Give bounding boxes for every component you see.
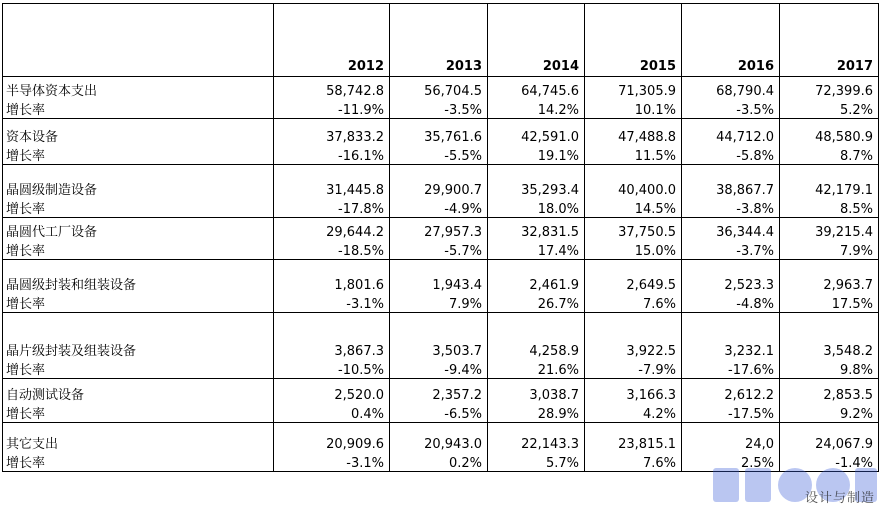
growth-rate-cell: 14.2% xyxy=(488,99,585,119)
value-cell: 58,742.8 xyxy=(274,77,390,99)
value-cell: 2,357.2 xyxy=(390,379,488,403)
value-cell: 3,548.2 xyxy=(780,313,879,359)
value-cell: 2,612.2 xyxy=(682,379,780,403)
header-row xyxy=(3,4,879,77)
year-header: 2017 xyxy=(780,4,879,77)
value-cell: 2,853.5 xyxy=(780,379,879,403)
growth-rate-row xyxy=(3,452,879,472)
data-row xyxy=(3,313,879,359)
value-cell: 3,922.5 xyxy=(585,313,682,359)
growth-rate-cell: -4.9% xyxy=(390,198,488,218)
data-row xyxy=(3,218,879,240)
growth-rate-cell: -5.7% xyxy=(390,240,488,260)
value-cell: 2,649.5 xyxy=(585,260,682,293)
value-cell: 31,445.8 xyxy=(274,165,390,198)
growth-rate-cell: 19.1% xyxy=(488,145,585,165)
growth-rate-cell: -3.5% xyxy=(390,99,488,119)
value-cell: 72,399.6 xyxy=(780,77,879,99)
growth-rate-label: 增长率 xyxy=(3,359,274,379)
value-cell: 37,833.2 xyxy=(274,119,390,145)
data-row xyxy=(3,77,879,99)
value-cell: 27,957.3 xyxy=(390,218,488,240)
growth-rate-cell: 9.2% xyxy=(780,403,879,423)
growth-rate-row xyxy=(3,145,879,165)
year-header: 2014 xyxy=(488,4,585,77)
value-cell: 2,520.0 xyxy=(274,379,390,403)
watermark-logo xyxy=(709,464,879,526)
growth-rate-cell: 7.9% xyxy=(780,240,879,260)
growth-rate-cell: 7.6% xyxy=(585,293,682,313)
growth-rate-cell: 7.6% xyxy=(585,452,682,472)
value-cell: 20,943.0 xyxy=(390,423,488,452)
growth-rate-cell: -5.8% xyxy=(682,145,780,165)
value-cell: 29,900.7 xyxy=(390,165,488,198)
growth-rate-cell: -7.9% xyxy=(585,359,682,379)
growth-rate-row xyxy=(3,359,879,379)
value-cell: 1,943.4 xyxy=(390,260,488,293)
value-cell: 29,644.2 xyxy=(274,218,390,240)
year-header: 2013 xyxy=(390,4,488,77)
row-label: 自动测试设备 xyxy=(3,379,274,403)
header-blank-cell xyxy=(3,4,274,77)
row-label: 晶片级封装及组装设备 xyxy=(3,313,274,359)
growth-rate-label: 增长率 xyxy=(3,452,274,472)
growth-rate-row xyxy=(3,293,879,313)
growth-rate-label: 增长率 xyxy=(3,99,274,119)
growth-rate-cell: -3.1% xyxy=(274,293,390,313)
growth-rate-label: 增长率 xyxy=(3,145,274,165)
value-cell: 3,503.7 xyxy=(390,313,488,359)
year-header: 2012 xyxy=(274,4,390,77)
growth-rate-cell: 10.1% xyxy=(585,99,682,119)
value-cell: 2,461.9 xyxy=(488,260,585,293)
growth-rate-cell: 9.8% xyxy=(780,359,879,379)
row-label: 晶圆代工厂设备 xyxy=(3,218,274,240)
growth-rate-cell: 2.5% xyxy=(682,452,780,472)
row-label: 半导体资本支出 xyxy=(3,77,274,99)
growth-rate-cell: 21.6% xyxy=(488,359,585,379)
value-cell: 42,591.0 xyxy=(488,119,585,145)
growth-rate-cell: 7.9% xyxy=(390,293,488,313)
growth-rate-cell: 11.5% xyxy=(585,145,682,165)
row-label: 资本设备 xyxy=(3,119,274,145)
growth-rate-cell: 28.9% xyxy=(488,403,585,423)
value-cell: 23,815.1 xyxy=(585,423,682,452)
value-cell: 38,867.7 xyxy=(682,165,780,198)
growth-rate-cell: -3.7% xyxy=(682,240,780,260)
value-cell: 2,523.3 xyxy=(682,260,780,293)
growth-rate-cell: 26.7% xyxy=(488,293,585,313)
value-cell: 24,067.9 xyxy=(780,423,879,452)
growth-rate-cell: 17.5% xyxy=(780,293,879,313)
growth-rate-cell: -5.5% xyxy=(390,145,488,165)
growth-rate-cell: -17.6% xyxy=(682,359,780,379)
growth-rate-cell: -3.8% xyxy=(682,198,780,218)
growth-rate-cell: -9.4% xyxy=(390,359,488,379)
growth-rate-cell: -1.4% xyxy=(780,452,879,472)
growth-rate-cell: 8.7% xyxy=(780,145,879,165)
value-cell: 1,801.6 xyxy=(274,260,390,293)
value-cell: 2,963.7 xyxy=(780,260,879,293)
growth-rate-cell: 5.2% xyxy=(780,99,879,119)
value-cell: 40,400.0 xyxy=(585,165,682,198)
growth-rate-cell: -10.5% xyxy=(274,359,390,379)
data-row xyxy=(3,423,879,452)
growth-rate-cell: -3.1% xyxy=(274,452,390,472)
growth-rate-cell: -6.5% xyxy=(390,403,488,423)
value-cell: 36,344.4 xyxy=(682,218,780,240)
value-cell: 47,488.8 xyxy=(585,119,682,145)
growth-rate-cell: 0.4% xyxy=(274,403,390,423)
growth-rate-cell: -11.9% xyxy=(274,99,390,119)
growth-rate-row xyxy=(3,99,879,119)
value-cell: 3,232.1 xyxy=(682,313,780,359)
value-cell: 71,305.9 xyxy=(585,77,682,99)
year-header: 2016 xyxy=(682,4,780,77)
value-cell: 37,750.5 xyxy=(585,218,682,240)
growth-rate-label: 增长率 xyxy=(3,293,274,313)
growth-rate-row xyxy=(3,240,879,260)
growth-rate-label: 增长率 xyxy=(3,403,274,423)
value-cell: 3,166.3 xyxy=(585,379,682,403)
growth-rate-cell: -18.5% xyxy=(274,240,390,260)
data-row xyxy=(3,165,879,198)
value-cell: 32,831.5 xyxy=(488,218,585,240)
value-cell: 35,761.6 xyxy=(390,119,488,145)
growth-rate-cell: -4.8% xyxy=(682,293,780,313)
value-cell: 56,704.5 xyxy=(390,77,488,99)
value-cell: 3,038.7 xyxy=(488,379,585,403)
growth-rate-cell: 17.4% xyxy=(488,240,585,260)
data-row xyxy=(3,119,879,145)
value-cell: 68,790.4 xyxy=(682,77,780,99)
growth-rate-cell: 18.0% xyxy=(488,198,585,218)
capex-table xyxy=(2,3,879,472)
value-cell: 44,712.0 xyxy=(682,119,780,145)
growth-rate-cell: -17.5% xyxy=(682,403,780,423)
value-cell: 48,580.9 xyxy=(780,119,879,145)
growth-rate-cell: 5.7% xyxy=(488,452,585,472)
growth-rate-row xyxy=(3,403,879,423)
value-cell: 3,867.3 xyxy=(274,313,390,359)
growth-rate-label: 增长率 xyxy=(3,240,274,260)
data-row xyxy=(3,379,879,403)
value-cell: 4,258.9 xyxy=(488,313,585,359)
watermark-logo-icon xyxy=(709,464,879,526)
growth-rate-row xyxy=(3,198,879,218)
year-header: 2015 xyxy=(585,4,682,77)
growth-rate-cell: 14.5% xyxy=(585,198,682,218)
data-row xyxy=(3,260,879,293)
watermark-text: 设计与制造 xyxy=(804,491,875,506)
value-cell: 42,179.1 xyxy=(780,165,879,198)
growth-rate-cell: -16.1% xyxy=(274,145,390,165)
growth-rate-cell: 8.5% xyxy=(780,198,879,218)
row-label: 晶圆级封装和组装设备 xyxy=(3,260,274,293)
growth-rate-cell: -3.5% xyxy=(682,99,780,119)
value-cell: 35,293.4 xyxy=(488,165,585,198)
growth-rate-cell: 4.2% xyxy=(585,403,682,423)
row-label: 其它支出 xyxy=(3,423,274,452)
growth-rate-cell: 0.2% xyxy=(390,452,488,472)
growth-rate-label: 增长率 xyxy=(3,198,274,218)
value-cell: 64,745.6 xyxy=(488,77,585,99)
growth-rate-cell: -17.8% xyxy=(274,198,390,218)
value-cell: 22,143.3 xyxy=(488,423,585,452)
value-cell: 39,215.4 xyxy=(780,218,879,240)
row-label: 晶圆级制造设备 xyxy=(3,165,274,198)
value-cell: 20,909.6 xyxy=(274,423,390,452)
value-cell: 24,0 xyxy=(682,423,780,452)
growth-rate-cell: 15.0% xyxy=(585,240,682,260)
